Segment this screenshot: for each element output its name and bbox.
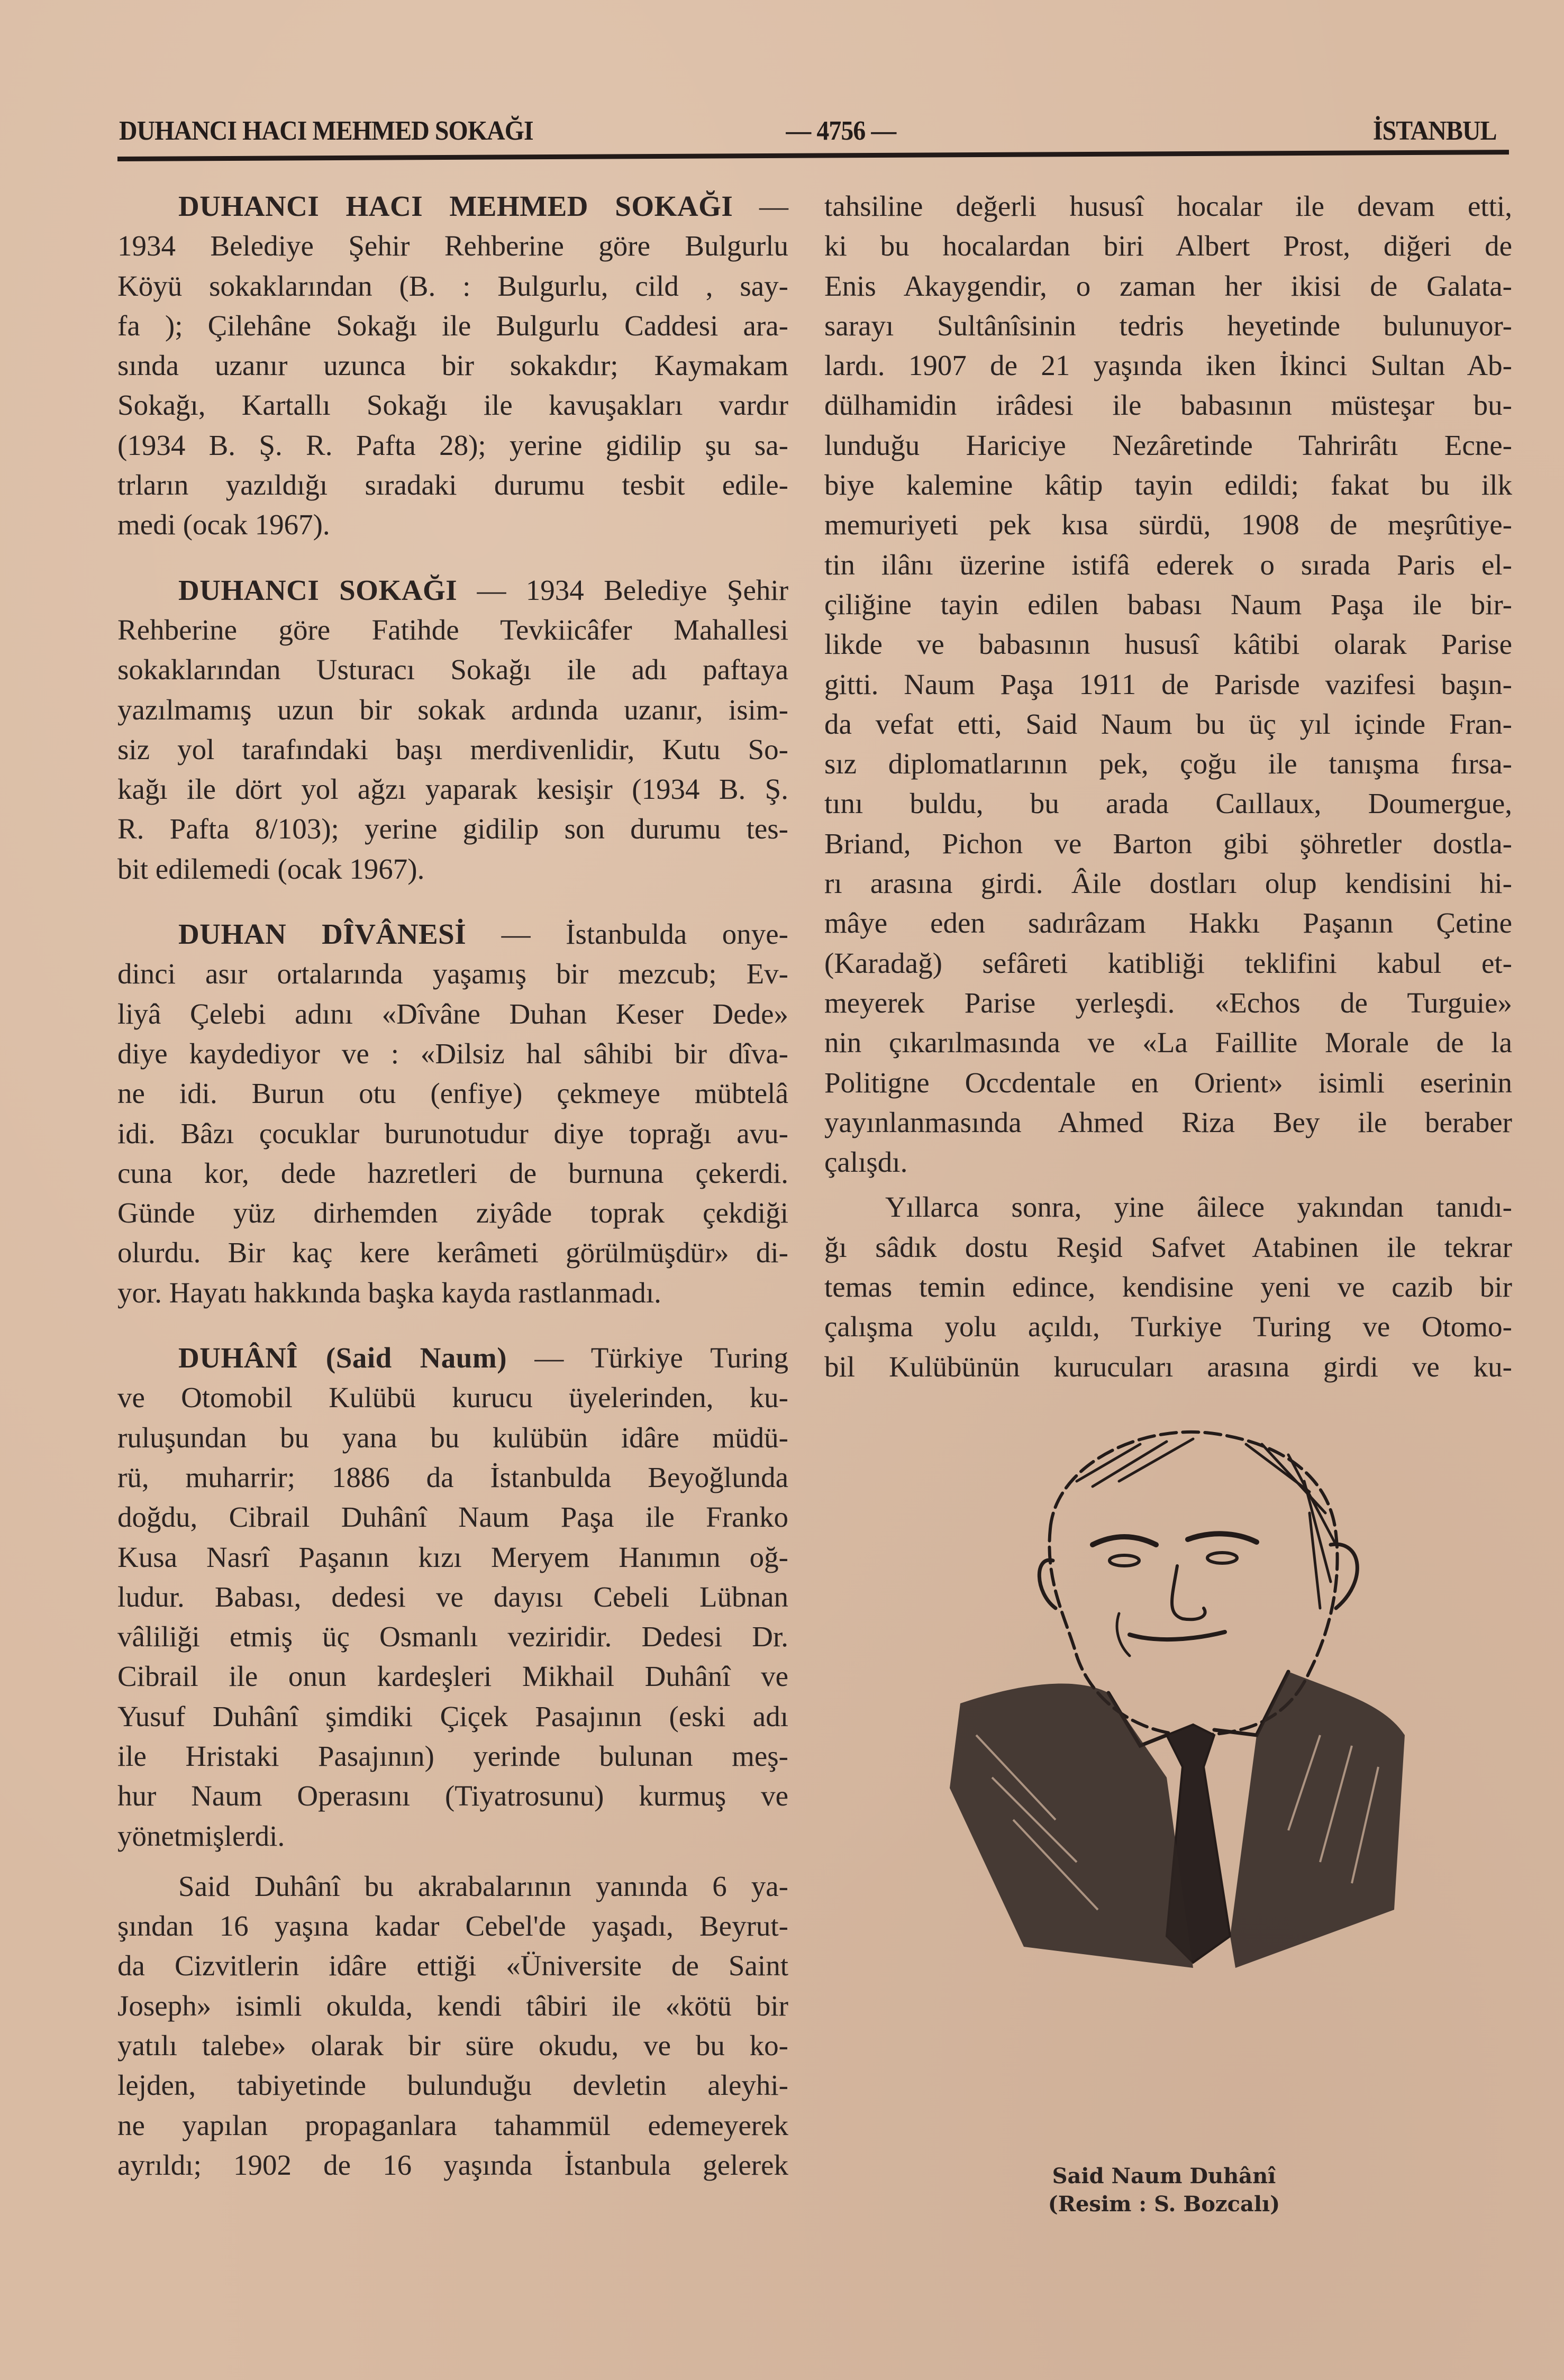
text-line: trların yazıldığı sıradaki durumu tesbit edile- — [117, 469, 788, 501]
text-line: yor. Hayatı hakkında başka kayda rastlanmadı. — [117, 1276, 661, 1309]
entry-body — [117, 226, 788, 544]
text-line: da Cizvitlerin idâre ettiği «Üniversite de Saint — [117, 1949, 788, 1982]
text-line: lejden, tabiyetinde bulunduğu devletin aleyhi- — [117, 2069, 788, 2102]
text-line: fa ); Çilehâne Sokağı ile Bulgurlu Caddesi ara- — [117, 309, 788, 342]
text-line: yayınlanmasında Ahmed Riza Bey ile beraber — [824, 1106, 1512, 1138]
text-line: şından 16 yaşına kadar Cebel'de yaşadı, Beyrut- — [117, 1910, 788, 1943]
text-line: Yusuf Duhânî şimdiki Çiçek Pasajının (eski adı — [117, 1700, 788, 1732]
text-line: dinci asır ortalarında yaşamış bir mezcub; Ev- — [117, 958, 788, 990]
entry-duhani-paragraph-2 — [117, 1866, 788, 2185]
text-line: da vefat etti, Said Naum bu üç yıl içinde Fran- — [824, 707, 1512, 740]
text-line: lunduğu Hariciye Nezâretinde Tahrirâtı Ecne- — [824, 428, 1512, 461]
text-line: ve Otomobil Kulübü kurucu üyelerinden, ku- — [117, 1381, 788, 1414]
entry-title: DUHAN DÎVÂNESİ — [178, 918, 467, 951]
text-line: (1934 B. Ş. R. Pafta 28); yerine gidilip şu sa- — [117, 428, 788, 461]
text-line: liyâ Çelebi adını «Dîvâne Duhan Keser Dede» — [117, 997, 788, 1030]
entry-title: DUHÂNÎ (Said Naum) — [178, 1342, 507, 1374]
entry-duhan-divanesi — [117, 914, 788, 1312]
paragraph-continued — [824, 186, 1512, 1182]
header-section: İSTANBUL — [1372, 116, 1497, 146]
entry-title: DUHANCI SOKAĞI — [178, 573, 458, 606]
portrait-sketch-illustration — [918, 1407, 1421, 2148]
text-line: sokaklarından Usturacı Sokağı ile adı paftaya — [117, 653, 788, 686]
text-line: lardı. 1907 de 21 yaşında iken İkinci Sultan Ab- — [824, 349, 1512, 382]
brow-left — [1093, 1537, 1156, 1545]
text-line: diye kaydediyor ve : «Dilsiz hal sâhibi bir dîva- — [117, 1037, 788, 1070]
text-line: ne idi. Burun otu (enfiye) çekmeye mübtelâ — [117, 1077, 788, 1110]
text-line: sız diplomatlarının pek, çoğu ile tanışma fırsa- — [824, 747, 1512, 780]
paragraph-body — [117, 1866, 788, 2185]
text-line: çalışdı. — [824, 1146, 908, 1179]
text-line: meyerek Parise yerleşdi. «Echos de Turguie» — [824, 986, 1512, 1019]
text-line: Sokağı, Kartallı Sokağı ile kavuşakları vardır — [117, 389, 788, 422]
text-line: ludur. Babası, dedesi ve dayısı Cebeli Lübnan — [117, 1580, 788, 1613]
nose — [1172, 1566, 1205, 1619]
entry-first-line: — Türkiye Turing — [534, 1342, 788, 1374]
paragraph-gap — [117, 889, 788, 914]
text-line: R. Pafta 8/103); yerine gidilip son durumu tes- — [117, 813, 788, 845]
text-line: ki bu hocalardan biri Albert Prost, diğeri de — [824, 230, 1512, 262]
text-line: medi (ocak 1967). — [117, 508, 330, 541]
left-column — [117, 186, 788, 2185]
entry-title: DUHANCI HACI MEHMED SOKAĞI — [178, 190, 733, 222]
text-line: ayrıldı; 1902 de 16 yaşında İstanbula gelerek — [117, 2148, 788, 2181]
text-line: Günde yüz dirhemden ziyâde toprak çekdiği — [117, 1197, 788, 1229]
paragraph-gap — [824, 1182, 1512, 1187]
text-line: yönetmişlerdi. — [117, 1819, 285, 1852]
text-line: rü, muharrir; 1886 da İstanbulda Beyoğlunda — [117, 1461, 788, 1493]
text-line: Joseph» isimli okulda, kendi tâbiri ile «kötü bir — [117, 1989, 788, 2022]
text-line: bil Kulübünün kurucuları arasına girdi ve ku- — [824, 1350, 1512, 1383]
text-line: gitti. Naum Paşa 1911 de Parisde vazifesi başın- — [824, 668, 1512, 700]
figure-caption-name: Said Naum Duhânî — [1052, 2164, 1276, 2188]
text-line: Cibrail ile onun kardeşleri Mikhail Duhânî ve — [117, 1660, 788, 1693]
header-entry-title: DUHANCI HACI MEHMED SOKAĞI — [119, 116, 533, 146]
text-line: dülhamidin irâdesi ile babasının müsteşar bu- — [824, 389, 1512, 422]
text-line: Enis Akaygendir, o zaman her ikisi de Galata- — [824, 269, 1512, 302]
jacket-left — [950, 1684, 1193, 1968]
text-line: bit edilemedi (ocak 1967). — [117, 852, 425, 885]
text-line: doğdu, Cibrail Duhânî Naum Paşa ile Franko — [117, 1501, 788, 1534]
entry-heading-line — [117, 186, 788, 226]
right-column — [824, 186, 1512, 1387]
entry-duhanci-haci-mehmed-sokagi — [117, 186, 788, 545]
text-line: Köyü sokaklarından (B. : Bulgurlu, cild , say- — [117, 269, 788, 302]
text-line: likde ve babasının hususî kâtibi olarak Parise — [824, 628, 1512, 661]
jacket-right — [1230, 1672, 1405, 1968]
text-line: sında uzanır uzunca bir sokakdır; Kaymakam — [117, 349, 788, 382]
text-line: Yıllarca sonra, yine âilece yakından tanıdı- — [885, 1191, 1512, 1224]
brow-right — [1188, 1534, 1257, 1542]
eye-right — [1207, 1553, 1237, 1563]
entry-heading-line — [117, 1338, 788, 1378]
text-line: ğı sâdık dostu Reşid Safvet Atabinen ile tekrar — [824, 1230, 1512, 1263]
running-header — [119, 115, 1497, 152]
text-line: tını buldu, bu arada Caıllaux, Doumergue, — [824, 787, 1512, 820]
text-line: idi. Bâzı çocuklar burunotudur diye toprağı avu- — [117, 1117, 788, 1150]
text-line: çiliğine tayin edilen babası Naum Paşa ile bir- — [824, 588, 1512, 621]
text-line: temas temin edince, kendisine yeni ve cazib bir — [824, 1271, 1512, 1303]
paragraph-yillarca — [824, 1187, 1512, 1386]
entry-duhanci-sokagi — [117, 570, 788, 889]
em-dash: — — [759, 190, 789, 222]
text-line: ruluşundan bu yana bu kulübün idâre müdü- — [117, 1421, 788, 1454]
text-line: Politigne Occdentale en Orient» isimli eserinin — [824, 1066, 1512, 1099]
text-line: rı arasına girdi. Âile dostları olup kendisini hi- — [824, 867, 1512, 900]
text-line: sarayı Sultânîsinin tedris heyetinde bulunuyor- — [824, 309, 1512, 342]
paragraph-gap — [117, 1312, 788, 1338]
text-line: mâye eden sadırâzam Hakkı Paşanın Çetine — [824, 907, 1512, 940]
entry-heading-line — [117, 914, 788, 954]
text-line: nin çıkarılmasında ve «La Faillite Morale de la — [824, 1026, 1512, 1059]
text-line: biye kalemine kâtip tayin edildi; fakat bu ilk — [824, 469, 1512, 501]
paragraph-gap — [117, 545, 788, 570]
entry-body — [117, 1378, 788, 1856]
text-line: tin ilânı üzerine istifâ ederek o sırada Paris el- — [824, 548, 1512, 581]
text-line: Kusa Nasrî Paşanın kızı Meryem Hanımın oğ- — [117, 1540, 788, 1573]
text-line: tahsiline değerli hususî hocalar ile devam etti, — [824, 190, 1512, 222]
figure-caption-credit: (Resim : S. Bozcalı) — [1048, 2192, 1280, 2217]
text-line: yazılmamış uzun bir sokak ardında uzanır, isim- — [117, 693, 788, 726]
text-line: cuna kor, dede hazretleri de burnuna çekerdi. — [117, 1156, 788, 1189]
entry-heading-line — [117, 570, 788, 610]
text-line: Briand, Pichon ve Barton gibi şöhretler dostla- — [824, 827, 1512, 860]
text-line: (Karadağ) sefâreti katibliği teklifini kabul et- — [824, 946, 1512, 979]
text-line: çalışma yolu açıldı, Turkiye Turing ve Otomo- — [824, 1310, 1512, 1343]
text-line: hur Naum Operasını (Tiyatrosunu) kurmuş ve — [117, 1780, 788, 1812]
eye-left — [1110, 1555, 1139, 1566]
entry-first-line: — 1934 Belediye Şehir — [477, 573, 789, 606]
text-line: vâliliği etmiş üç Osmanlı veziridir. Dedesi Dr. — [117, 1620, 788, 1653]
entry-first-line: — İstanbulda onye- — [501, 918, 788, 951]
text-line: siz yol tarafındaki başı merdivenlidir, Kutu So- — [117, 733, 788, 765]
text-line: ne yapılan propaganlara tahammül edemeyerek — [117, 2109, 788, 2141]
text-line: memuriyeti pek kısa sürdü, 1908 de meşrûtiye- — [824, 508, 1512, 541]
text-line: kağı ile dört yol ağzı yaparak kesişir (1934 B. Ş. — [117, 773, 788, 806]
text-line: olurdu. Bir kaç kere kerâmeti görülmüşdür» di- — [117, 1236, 788, 1269]
text-line: 1934 Belediye Şehir Rehberine göre Bulgurlu — [117, 230, 788, 262]
text-line: ile Hristaki Pasajının) yerinde bulunan meş- — [117, 1739, 788, 1772]
text-line: Rehberine göre Fatihde Tevkiicâfer Mahallesi — [117, 613, 788, 646]
entry-body — [117, 954, 788, 1312]
paragraph-gap — [117, 1856, 788, 1866]
text-line: yatılı talebe» olarak bir süre okudu, ve bu ko- — [117, 2029, 788, 2062]
entry-duhani-said-naum — [117, 1338, 788, 1856]
text-line: Said Duhânî bu akrabalarının yanında 6 ya- — [178, 1870, 788, 1902]
mouth — [1130, 1632, 1225, 1639]
page-number: — 4756 — — [786, 116, 896, 146]
entry-body — [117, 610, 788, 889]
